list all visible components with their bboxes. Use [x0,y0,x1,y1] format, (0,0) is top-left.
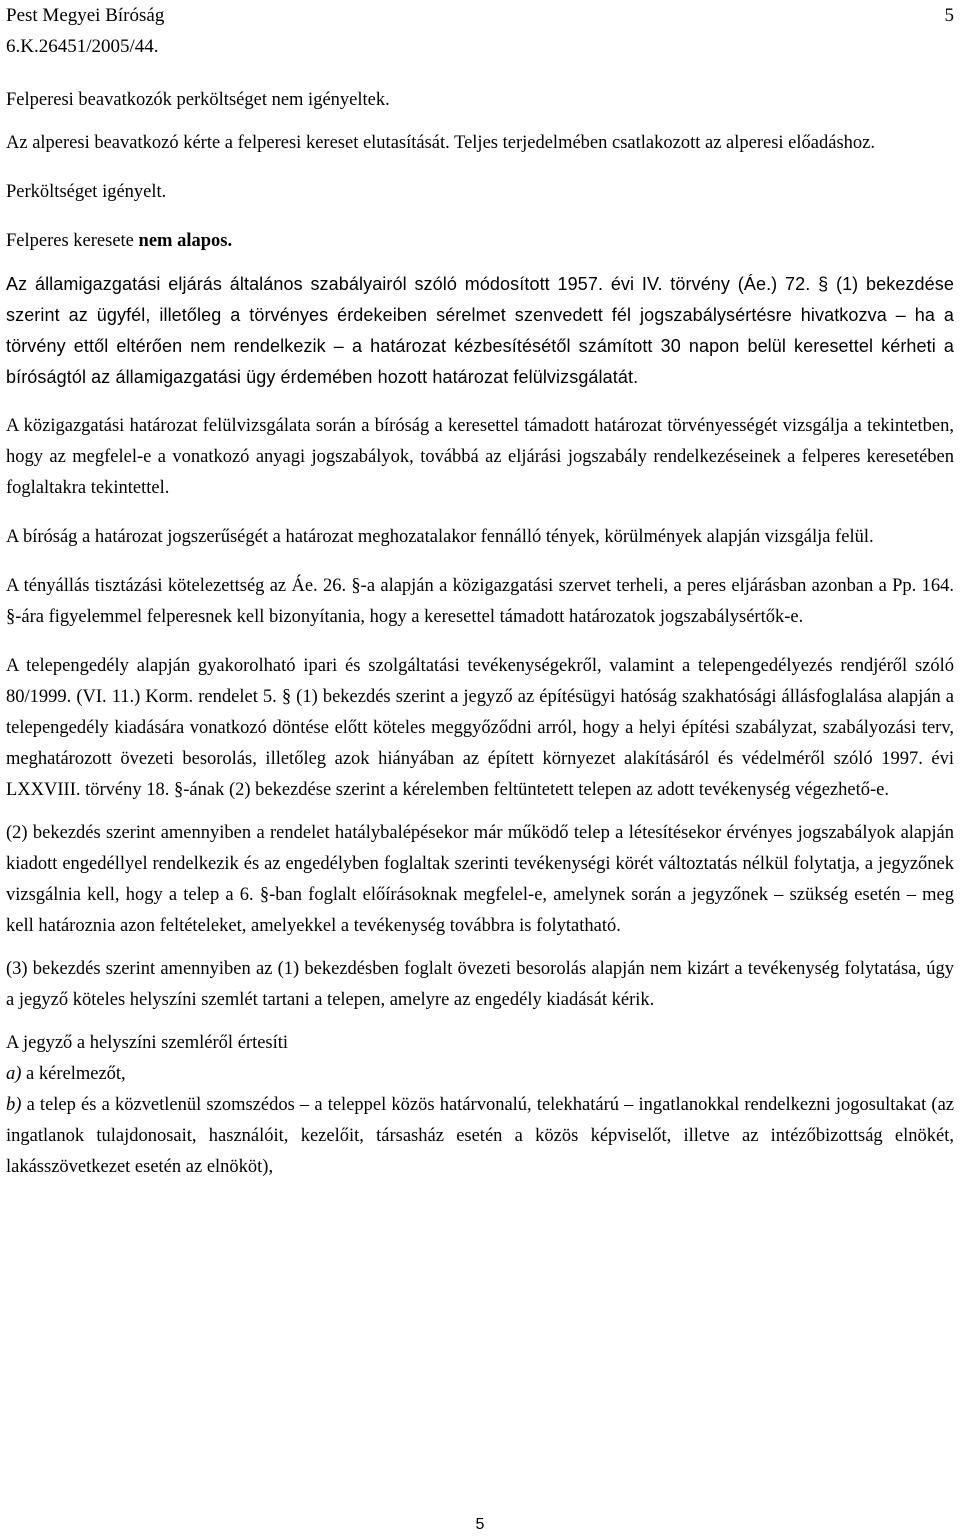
paragraph-9: A telepengedély alapján gyakorolható ipari és szolgáltatási tevékenységekről, valamint a telepengedélyezés rendjéről szóló 80/1999. (VI. 11.) Korm. rendelet 5. § (1) bekezdés szerint a jegyző az építésügyi hatóság szakhatósági állásfoglalása alapján a telepengedély kiadására vonatkozó döntése előtt köteles meggyőződni arról, hogy a helyi építési szabályzat, szabályozási terv, meghatározott övezeti besorolás, illetőleg azok hiányában az épített környezet alakításáról és védelméről szóló 1997. évi LXXVIII. törvény 18. §-ának (2) bekezdése szerint a kérelemben feltüntetett telepen az adott tevékenység végezhető-e. [6,656,954,800]
list-item-b-label: b) [6,1095,22,1115]
paragraph-8: A tényállás tisztázási kötelezettség az Áe. 26. §-a alapján a közigazgatási szervet terheli, a peres eljárásban azonban a Pp. 164. §-ára figyelemmel felperesnek kell bizonyítania, hogy a keresettel támadott határozatok jogszabálysértők-e. [6,576,954,627]
paragraph-5: Az államigazgatási eljárás általános szabályairól szóló módosított 1957. évi IV. törvény (Áe.) 72. § (1) bekezdése szerint az ügyfél, illetőleg a törvényes érdekeiben sérelmet szenvedett fél jogszabálysértésre hivatkozva – ha a törvény ettől eltérően nem rendelkezik – a határozat kézbesítésétől számított 30 napon belül keresettel kérheti a bíróságtól az államigazgatási ügy érdemében hozott határozat felülvizsgálatát. [6,274,954,387]
paragraph-7: A bíróság a határozat jogszerűségét a határozat meghozatalakor fennálló tények, körülmények alapján vizsgálja felül. [6,527,874,547]
case-number: 6.K.26451/2005/44. [6,36,159,57]
header-court-line [6,0,954,31]
list-item-b-text: a telep és a közvetlenül szomszédos – a teleppel közös határvonalú, telekhatárú – ingatlanokkal rendelkezni jogosultakat (az ingatlanok tulajdonosait, használóit, kezelőit, társasház esetén a közös képviselőt, illetve az intézőbizottság elnökét, lakásszövetkezet esetén az elnököt), [6,1095,954,1177]
court-name: Pest Megyei Bíróság [6,5,165,26]
document-body [6,85,954,1183]
list-item-a-text: a kérelmezőt, [21,1064,126,1084]
header-page-number: 5 [944,5,954,26]
paragraph-3: Perköltséget igényelt. [6,182,167,202]
list-item-a-label: a) [6,1064,22,1084]
list-item-b [6,1090,954,1183]
paragraph-4-text: Felperes keresete [6,231,139,251]
paragraph-10: (2) bekezdés szerint amennyiben a rendelet hatálybalépésekor már működő telep a létesítésekor érvényes jogszabályok alapján kiadott engedéllyel rendelkezik és az engedélyben foglaltak szerinti tevékenységi körét változtatás nélkül folytatja, a jegyzőnek vizsgálnia kell, hogy a telep a 6. §-ban foglalt előírásoknak megfelel-e, amelynek során a jegyzőnek – szükség esetén – meg kell határoznia azon feltételeket, amelyekkel a tevékenység továbbra is folytatható. [6,823,954,936]
paragraph-2: Az alperesi beavatkozó kérte a felperesi kereset elutasítását. Teljes terjedelmében csatlakozott az alperesi előadáshoz. [6,133,875,153]
paragraph-6: A közigazgatási határozat felülvizsgálata során a bíróság a keresettel támadott határozat törvényességét vizsgálja a tekintetben, hogy az megfelel-e a vonatkozó anyagi jogszabályok, továbbá az eljárási jogszabály rendelkezéseinek a felperes keresetében foglaltakra tekintettel. [6,416,954,498]
page-header [6,0,954,62]
footer-page-number: 5 [475,1516,485,1533]
paragraph-1: Felperesi beavatkozók perköltséget nem igényeltek. [6,90,390,110]
paragraph-12: A jegyző a helyszíni szemléről értesíti [6,1033,289,1053]
paragraph-11: (3) bekezdés szerint amennyiben az (1) bekezdésben foglalt övezeti besorolás alapján nem kizárt a tevékenység folytatása, úgy a jegyző köteles helyszíni szemlét tartani a telepen, amelyre az engedély kiadását kérik. [6,959,954,1010]
paragraph-4 [6,226,954,257]
list-item-a [6,1059,954,1090]
paragraph-4-bold: nem alapos. [138,231,233,251]
